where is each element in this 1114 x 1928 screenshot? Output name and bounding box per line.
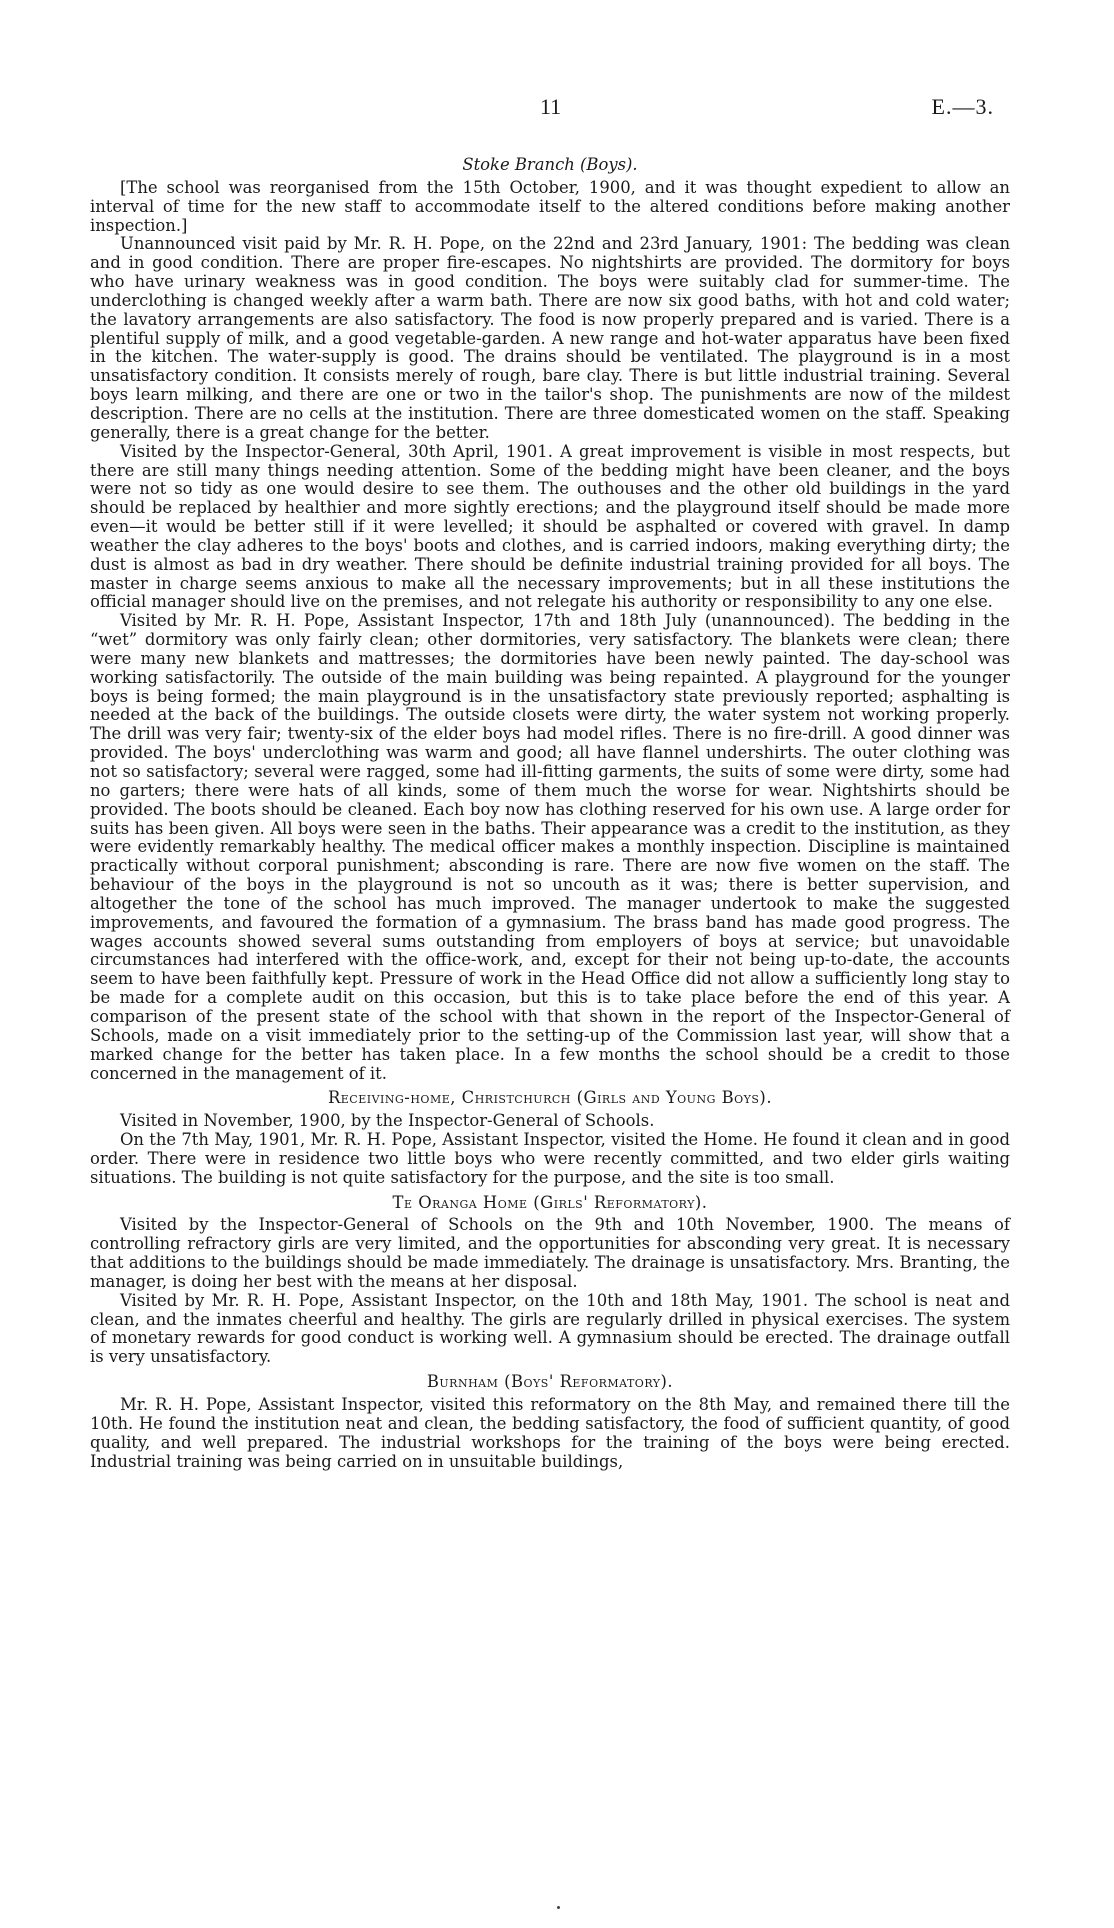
paragraph-stoke-2: Unannounced visit paid by Mr. R. H. Pope, on the 22nd and 23rd January, 1901: The bedding was clean and in good condition. There are proper fire-escapes. No nightshirts are provided. The dormitory for boys who have urinary weakness was in good condition. The boys were suitably clad for summer-time. The underclothing is changed weekly after a warm bath. There are now six good baths, with hot and cold water; the lavatory arrangements are also satisfactory. The food is now properly prepared and is varied. There is a plentiful supply of milk, and a good vegetable-garden. A new range and hot-water apparatus have been fixed in the kitchen. The water-supply is good. The drains should be ventilated. The playground is in a most unsatisfactory condition. It consists merely of rough, bare clay. There is but little industrial training. Several boys learn milking, and there are one or two in the tailor's shop. The punishments are now of the mildest description. There are no cells at the institution. There are three domesticated women on the staff. Speaking generally, there is a great change for the better. xyxy=(90,234,1010,442)
paragraph-receiving-2: On the 7th May, 1901, Mr. R. H. Pope, Assistant Inspector, visited the Home. He found it clean and in good order. There were in residence two little boys who were recently committed, and two elder girls waiting situations. The building is not quite satisfactory for the purpose, and the site is too small. xyxy=(90,1130,1010,1187)
paragraph-te-oranga-2: Visited by Mr. R. H. Pope, Assistant Inspector, on the 10th and 18th May, 1901. The school is neat and clean, and the inmates cheerful and healthy. The girls are regularly drilled in physical exercises. The system of monetary rewards for good conduct is working well. A gymnasium should be erected. The drainage outfall is very unsatisfactory. xyxy=(90,1290,1010,1367)
page-number: 11 xyxy=(540,94,562,119)
body-text xyxy=(90,150,1010,1471)
document-reference: E.—3. xyxy=(931,94,994,119)
section-heading-receiving-home: Receiving-home, Christchurch (Girls and Young Boys). xyxy=(327,1088,773,1108)
paragraph-receiving-1: Visited in November, 1900, by the Inspector-General of Schools. xyxy=(120,1111,655,1131)
section-heading-burnham: Burnham (Boys' Reformatory). xyxy=(426,1372,674,1392)
paragraph-stoke-1: [The school was reorganised from the 15th October, 1900, and it was thought expedient to allow an interval of time for the new staff to accommodate itself to the altered conditions before making another inspection.] xyxy=(90,177,1010,235)
paragraph-burnham-1: Mr. R. H. Pope, Assistant Inspector, visited this reformatory on the 8th May, and remained there till the 10th. He found the institution neat and clean, the bedding satisfactory, the food of sufficient quantity, of good quality, and well prepared. The industrial workshops for the training of the boys were being erected. Industrial training was being carried on in unsuitable buildings, xyxy=(90,1395,1010,1471)
paragraph-stoke-3: Visited by the Inspector-General, 30th April, 1901. A great improvement is visible in most respects, but there are still many things needing attention. Some of the bedding might have been cleaner, and the boys were not so tidy as one would desire to see them. The outhouses and the other old buildings in the yard should be replaced by healthier and more sightly erections; and the playground itself should be made more even—it would be better still if it were levelled; it should be asphalted or covered with gravel. In damp weather the clay adheres to the boys' boots and clothes, and is carried indoors, making everything dirty; the dust is almost as bad in dry weather. There should be definite industrial training provided for all boys. The master in charge seems anxious to make all the necessary improvements; but in all these institutions the official manager should live on the premises, and not relegate his authority or responsibility to any one else. xyxy=(90,441,1010,612)
page-mark xyxy=(557,1906,560,1909)
paragraph-stoke-4: Visited by Mr. R. H. Pope, Assistant Inspector, 17th and 18th July (unannounced). The bedding in the “wet” dormitory was only fairly clean; other dormitories, very satisfactory. The blankets were clean; there were many new blankets and mattresses; the dormitories have been newly painted. The day-school was working satisfactorily. The outside of the main building was being repainted. A playground for the younger boys is being formed; the main playground is in the unsatisfactory state previously reported; asphalting is needed at the back of the buildings. The outside closets were dirty, the water system not working properly. The drill was very fair; twenty-six of the elder boys had model rifles. There is no fire-drill. A good dinner was provided. The boys' underclothing was warm and good; all have flannel undershirts. The outer clothing was not so satisfactory; several were ragged, some had ill-fitting garments, the suits of some were dirty, some had no garters; there were hats of all kinds, some of them much the worse for wear. Nightshirts should be provided. The boots should be cleaned. Each boy now has clothing reserved for his own use. A large order for suits has been given. All boys were seen in the baths. Their appearance was a credit to the institution, as they were evidently remarkably healthy. The medical officer makes a monthly inspection. Discipline is maintained practically without corporal punishment; absconding is rare. There are now five women on the staff. The behaviour of the boys in the playground is not so uncouth as it was; there is better supervision, and altogether the tone of the school has much improved. The manager undertook to make the suggested improvements, and favoured the formation of a gymnasium. The brass band has made good progress. The wages accounts showed several sums outstanding from employers of boys at service; but unavoidable circumstances had interfered with the office-work, and, except for their not being up-to-date, the accounts seem to have been faithfully kept. Pressure of work in the Head Office did not allow a sufficiently long stay to be made for a complete audit on this occasion, but this is to take place before the end of this year. A comparison of the present state of the school with that shown in the report of the Inspector-General of Schools, made on a visit immediately prior to the setting-up of the Commission last year, will show that a marked change for the better has taken place. In a few months the school should be a credit to those concerned in the management of it. xyxy=(90,611,1010,1083)
section-heading-te-oranga: Te Oranga Home (Girls' Reformatory). xyxy=(392,1192,708,1212)
page-header xyxy=(0,94,1114,124)
paragraph-te-oranga-1: Visited by the Inspector-General of Schools on the 9th and 10th November, 1900. The means of controlling refractory girls are very limited, and the opportunities for absconding very great. It is necessary that additions to the buildings should be made immediately. The drainage is unsatisfactory. Mrs. Branting, the manager, is doing her best with the means at her disposal. xyxy=(90,1215,1010,1291)
section-heading-stoke-branch: Stoke Branch (Boys). xyxy=(462,155,638,174)
